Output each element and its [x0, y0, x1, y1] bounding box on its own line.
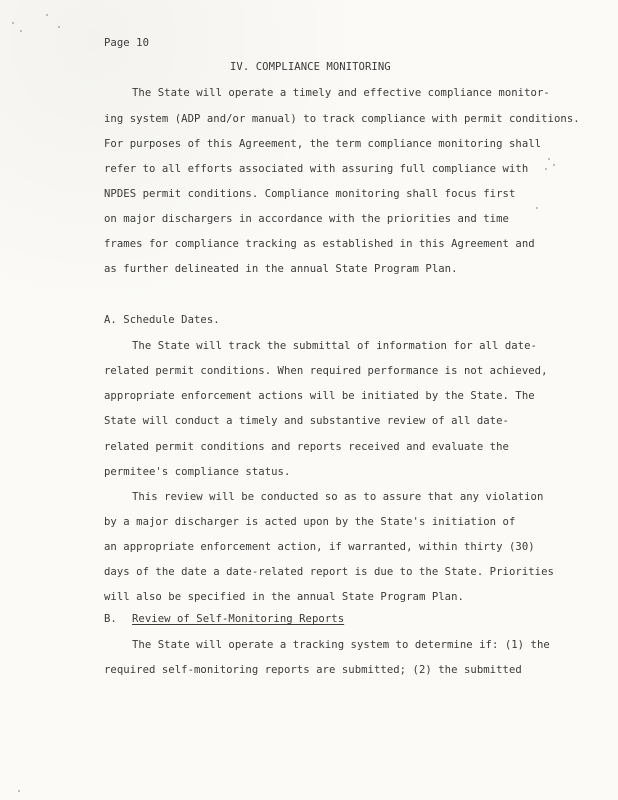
paragraph-line: on major dischargers in accordance with the priorities and time: [104, 213, 509, 225]
paragraph-line: The State will track the submittal of information for all date-: [132, 340, 537, 352]
subsection-b-letter: B.: [104, 613, 117, 625]
paragraph-line: frames for compliance tracking as established in this Agreement and: [104, 238, 535, 250]
paragraph-line: related permit conditions. When required performance is not achieved,: [104, 365, 548, 377]
paragraph-line: by a major discharger is acted upon by the State's initiation of: [104, 516, 516, 528]
scan-speck: [18, 790, 20, 792]
paragraph-line: permitee's compliance status.: [104, 466, 291, 478]
paragraph-line: related permit conditions and reports received and evaluate the: [104, 441, 509, 453]
subsection-b-heading: Review of Self-Monitoring Reports: [132, 613, 345, 625]
paragraph-line: State will conduct a timely and substantive review of all date-: [104, 415, 509, 427]
scan-speck: [46, 14, 48, 16]
paragraph-line: as further delineated in the annual State Program Plan.: [104, 263, 458, 275]
scan-speck: [12, 22, 14, 24]
paragraph-line: This review will be conducted so as to assure that any violation: [132, 491, 544, 503]
scan-speck: [553, 164, 555, 166]
paragraph-line: will also be specified in the annual State Program Plan.: [104, 591, 464, 603]
section-title: IV. COMPLIANCE MONITORING: [230, 61, 391, 73]
paragraph-line: refer to all efforts associated with assuring full compliance with: [104, 163, 529, 175]
scan-speck: [536, 207, 538, 209]
paragraph-line: The State will operate a tracking system to determine if: (1) the: [132, 639, 550, 651]
subsection-a-heading: A. Schedule Dates.: [104, 314, 220, 326]
scan-speck: [58, 26, 60, 28]
paragraph-line: days of the date a date-related report is due to the State. Priorities: [104, 566, 554, 578]
paragraph-line: For purposes of this Agreement, the term compliance monitoring shall: [104, 138, 542, 150]
scan-speck: [20, 30, 22, 32]
paragraph-line: required self-monitoring reports are submitted; (2) the submitted: [104, 664, 522, 676]
paragraph-line: The State will operate a timely and effective compliance monitor-: [132, 87, 550, 99]
paragraph-line: ing system (ADP and/or manual) to track compliance with permit conditions.: [104, 113, 580, 125]
paragraph-line: appropriate enforcement actions will be initiated by the State. The: [104, 390, 535, 402]
paragraph-line: an appropriate enforcement action, if warranted, within thirty (30): [104, 541, 535, 553]
paragraph-line: NPDES permit conditions. Compliance monitoring shall focus first: [104, 188, 516, 200]
scan-speck: [548, 158, 550, 160]
scan-speck: [545, 168, 547, 170]
page-number: Page 10: [104, 37, 149, 49]
